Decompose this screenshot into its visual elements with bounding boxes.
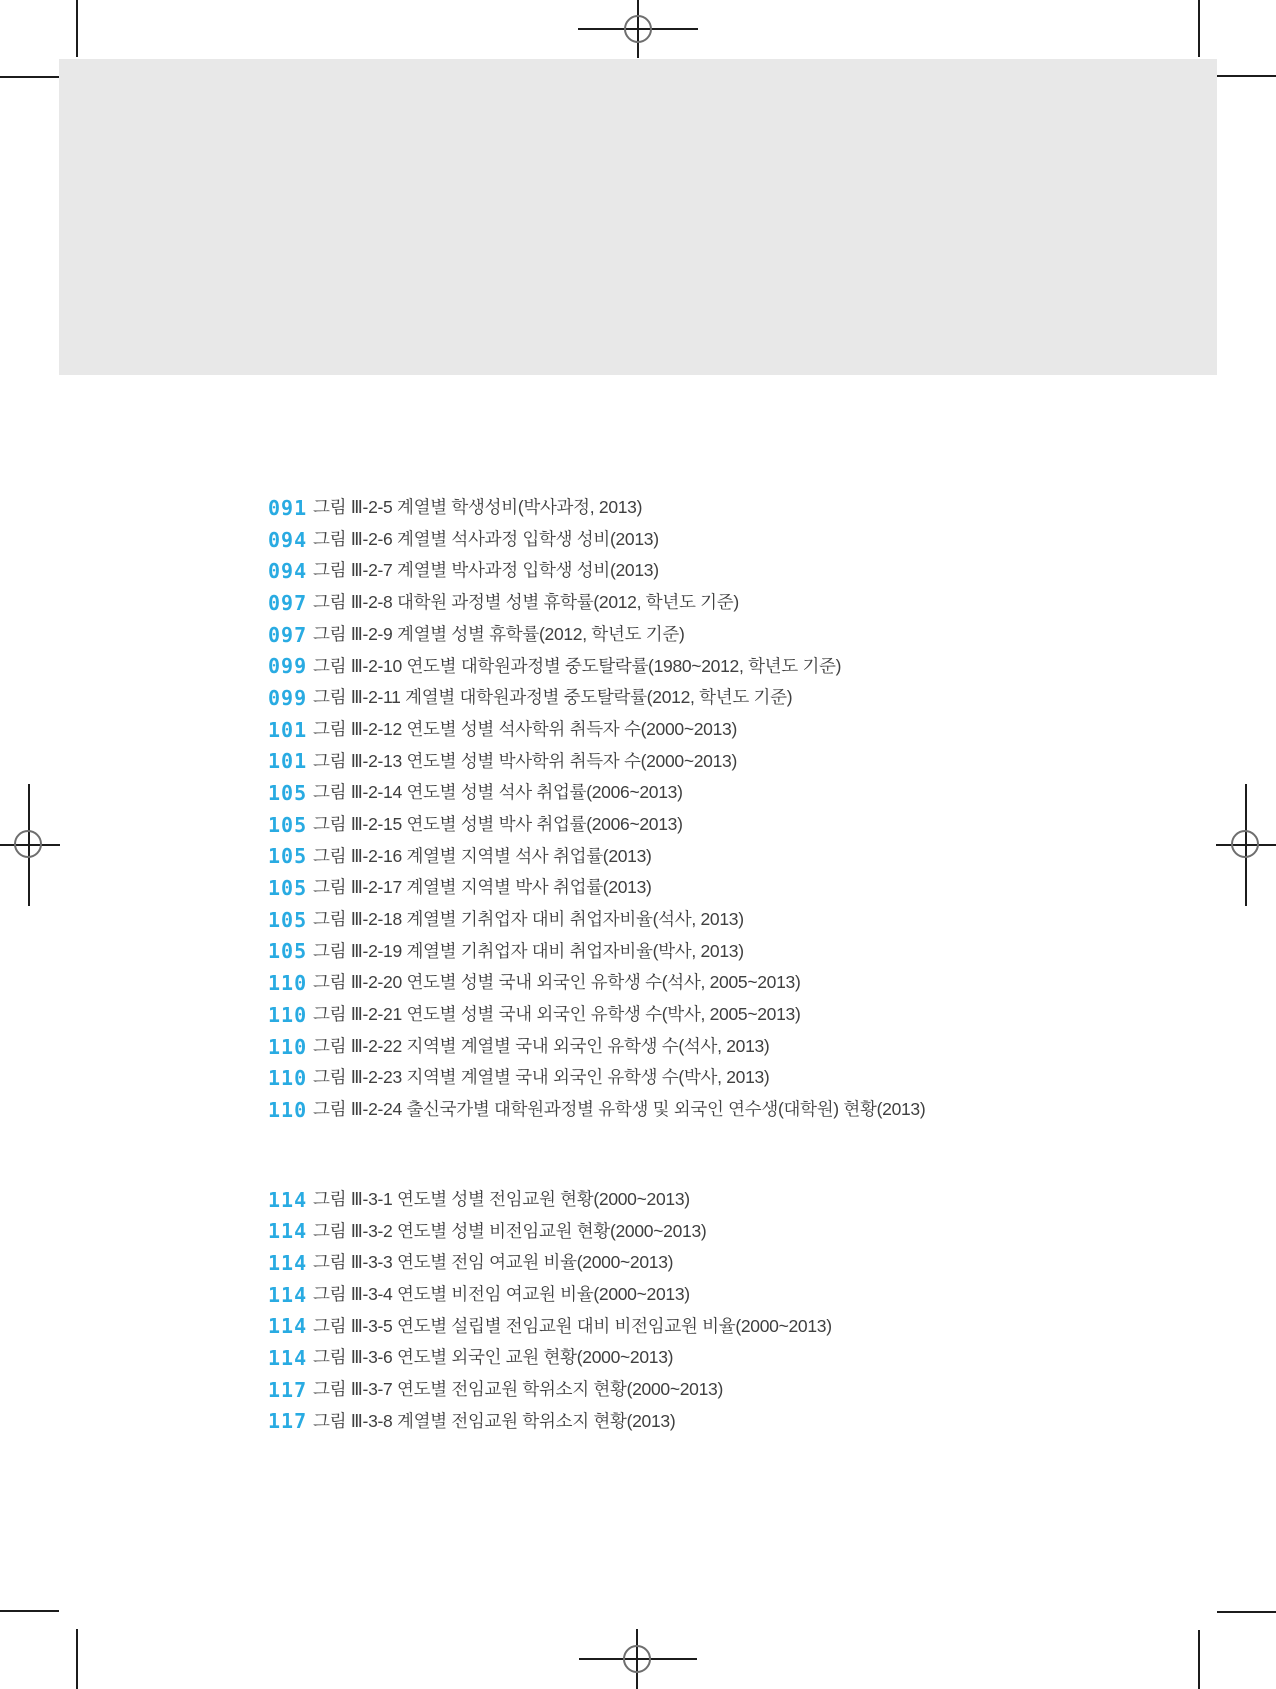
figure-label: 그림 Ⅲ-3-1 연도별 성별 전임교원 현황(2000~2013) bbox=[313, 1188, 690, 1209]
figure-entry bbox=[268, 1311, 1208, 1343]
figure-entry bbox=[268, 1247, 1208, 1279]
figure-page-number: 105 bbox=[268, 907, 308, 932]
crop-mark-top-left-vertical bbox=[76, 0, 78, 57]
figure-page-number: 099 bbox=[268, 654, 308, 679]
figure-entry bbox=[268, 1062, 1208, 1094]
figure-label: 그림 Ⅲ-2-11 계열별 대학원과정별 중도탈락률(2012, 학년도 기준) bbox=[313, 687, 793, 708]
figure-entry bbox=[268, 1406, 1208, 1438]
crop-mark-bottom-right-vertical bbox=[1198, 1630, 1200, 1689]
figure-page-number: 091 bbox=[268, 495, 308, 520]
figure-label: 그림 Ⅲ-2-22 지역별 계열별 국내 외국인 유학생 수(석사, 2013) bbox=[313, 1035, 770, 1056]
figure-entry bbox=[268, 936, 1208, 968]
crop-mark-top-left-horizontal bbox=[0, 76, 59, 78]
figure-entry bbox=[268, 904, 1208, 936]
figure-list bbox=[268, 492, 1208, 1437]
figure-label: 그림 Ⅲ-3-3 연도별 전임 여교원 비율(2000~2013) bbox=[313, 1252, 674, 1273]
figure-entry bbox=[268, 524, 1208, 556]
figure-label: 그림 Ⅲ-2-23 지역별 계열별 국내 외국인 유학생 수(박사, 2013) bbox=[313, 1067, 770, 1088]
figure-entry bbox=[268, 872, 1208, 904]
registration-mark-top-circle bbox=[624, 15, 652, 43]
figure-label: 그림 Ⅲ-2-8 대학원 과정별 성별 휴학률(2012, 학년도 기준) bbox=[313, 592, 739, 613]
figure-page-number: 105 bbox=[268, 939, 308, 964]
figure-label: 그림 Ⅲ-2-15 연도별 성별 박사 취업률(2006~2013) bbox=[313, 813, 683, 834]
figure-page-number: 105 bbox=[268, 781, 308, 806]
figure-label: 그림 Ⅲ-3-4 연도별 비전임 여교원 비율(2000~2013) bbox=[313, 1283, 690, 1304]
figure-entry bbox=[268, 1094, 1208, 1126]
registration-mark-left-circle bbox=[14, 830, 42, 858]
figure-page-number: 110 bbox=[268, 1097, 308, 1122]
figure-group-1 bbox=[268, 492, 1208, 1126]
figure-entry bbox=[268, 841, 1208, 873]
figure-label: 그림 Ⅲ-2-20 연도별 성별 국내 외국인 유학생 수(석사, 2005~2013) bbox=[313, 972, 801, 993]
figure-entry bbox=[268, 492, 1208, 524]
figure-page-number: 117 bbox=[268, 1409, 308, 1434]
figure-entry bbox=[268, 714, 1208, 746]
figure-page-number: 117 bbox=[268, 1377, 308, 1402]
figure-page-number: 110 bbox=[268, 1002, 308, 1027]
figure-label: 그림 Ⅲ-3-2 연도별 성별 비전임교원 현황(2000~2013) bbox=[313, 1220, 707, 1241]
figure-page-number: 114 bbox=[268, 1346, 308, 1371]
figure-label: 그림 Ⅲ-3-6 연도별 외국인 교원 현황(2000~2013) bbox=[313, 1347, 674, 1368]
figure-label: 그림 Ⅲ-2-14 연도별 성별 석사 취업률(2006~2013) bbox=[313, 782, 683, 803]
figure-page-number: 105 bbox=[268, 844, 308, 869]
figure-group-2 bbox=[268, 1184, 1208, 1438]
figure-label: 그림 Ⅲ-2-16 계열별 지역별 석사 취업률(2013) bbox=[313, 845, 652, 866]
figure-label: 그림 Ⅲ-2-10 연도별 대학원과정별 중도탈락률(1980~2012, 학년도 기준) bbox=[313, 655, 842, 676]
registration-mark-bottom-circle bbox=[623, 1645, 651, 1673]
figure-entry bbox=[268, 967, 1208, 999]
figure-label: 그림 Ⅲ-2-13 연도별 성별 박사학위 취득자 수(2000~2013) bbox=[313, 750, 738, 771]
figure-page-number: 097 bbox=[268, 622, 308, 647]
figure-page-number: 114 bbox=[268, 1187, 308, 1212]
header-block bbox=[59, 59, 1217, 375]
figure-page-number: 114 bbox=[268, 1250, 308, 1275]
figure-entry bbox=[268, 1279, 1208, 1311]
figure-label: 그림 Ⅲ-2-21 연도별 성별 국내 외국인 유학생 수(박사, 2005~2013) bbox=[313, 1004, 801, 1025]
figure-entry bbox=[268, 555, 1208, 587]
figure-entry bbox=[268, 619, 1208, 651]
figure-page-number: 094 bbox=[268, 527, 308, 552]
figure-label: 그림 Ⅲ-2-12 연도별 성별 석사학위 취득자 수(2000~2013) bbox=[313, 718, 738, 739]
figure-page-number: 101 bbox=[268, 717, 308, 742]
figure-label: 그림 Ⅲ-3-8 계열별 전임교원 학위소지 현황(2013) bbox=[313, 1410, 676, 1431]
figure-label: 그림 Ⅲ-2-18 계열별 기취업자 대비 취업자비율(석사, 2013) bbox=[313, 909, 744, 930]
figure-label: 그림 Ⅲ-2-17 계열별 지역별 박사 취업률(2013) bbox=[313, 877, 652, 898]
figure-entry bbox=[268, 682, 1208, 714]
figure-page-number: 110 bbox=[268, 1034, 308, 1059]
figure-entry bbox=[268, 1215, 1208, 1247]
figure-entry bbox=[268, 1184, 1208, 1216]
figure-entry bbox=[268, 1374, 1208, 1406]
figure-page-number: 105 bbox=[268, 876, 308, 901]
figure-label: 그림 Ⅲ-3-7 연도별 전임교원 학위소지 현황(2000~2013) bbox=[313, 1378, 724, 1399]
figure-entry bbox=[268, 1342, 1208, 1374]
figure-label: 그림 Ⅲ-2-24 출신국가별 대학원과정별 유학생 및 외국인 연수생(대학원) 현황(2013) bbox=[313, 1099, 926, 1120]
figure-label: 그림 Ⅲ-3-5 연도별 설립별 전임교원 대비 비전임교원 비율(2000~2013) bbox=[313, 1315, 832, 1336]
crop-mark-top-right-vertical bbox=[1198, 0, 1200, 57]
figure-entry bbox=[268, 777, 1208, 809]
figure-entry bbox=[268, 650, 1208, 682]
figure-page-number: 110 bbox=[268, 971, 308, 996]
figure-page-number: 101 bbox=[268, 749, 308, 774]
figure-page-number: 114 bbox=[268, 1282, 308, 1307]
figure-entry bbox=[268, 587, 1208, 619]
figure-page-number: 110 bbox=[268, 1066, 308, 1091]
crop-mark-top-right-horizontal bbox=[1217, 75, 1276, 77]
figure-label: 그림 Ⅲ-2-6 계열별 석사과정 입학생 성비(2013) bbox=[313, 528, 659, 549]
figure-page-number: 114 bbox=[268, 1219, 308, 1244]
figure-entry bbox=[268, 809, 1208, 841]
figure-entry bbox=[268, 999, 1208, 1031]
figure-page-number: 097 bbox=[268, 590, 308, 615]
figure-page-number: 114 bbox=[268, 1314, 308, 1339]
crop-mark-bottom-left-horizontal bbox=[0, 1610, 59, 1612]
registration-mark-right-circle bbox=[1231, 830, 1259, 858]
figure-label: 그림 Ⅲ-2-19 계열별 기취업자 대비 취업자비율(박사, 2013) bbox=[313, 940, 744, 961]
figure-entry bbox=[268, 1031, 1208, 1063]
figure-page-number: 105 bbox=[268, 812, 308, 837]
crop-mark-bottom-right-horizontal bbox=[1217, 1611, 1276, 1613]
figure-label: 그림 Ⅲ-2-5 계열별 학생성비(박사과정, 2013) bbox=[313, 497, 643, 518]
figure-page-number: 099 bbox=[268, 685, 308, 710]
figure-label: 그림 Ⅲ-2-7 계열별 박사과정 입학생 성비(2013) bbox=[313, 560, 659, 581]
crop-mark-bottom-left-vertical bbox=[76, 1629, 78, 1689]
figure-page-number: 094 bbox=[268, 559, 308, 584]
figure-label: 그림 Ⅲ-2-9 계열별 성별 휴학률(2012, 학년도 기준) bbox=[313, 623, 685, 644]
figure-entry bbox=[268, 746, 1208, 778]
